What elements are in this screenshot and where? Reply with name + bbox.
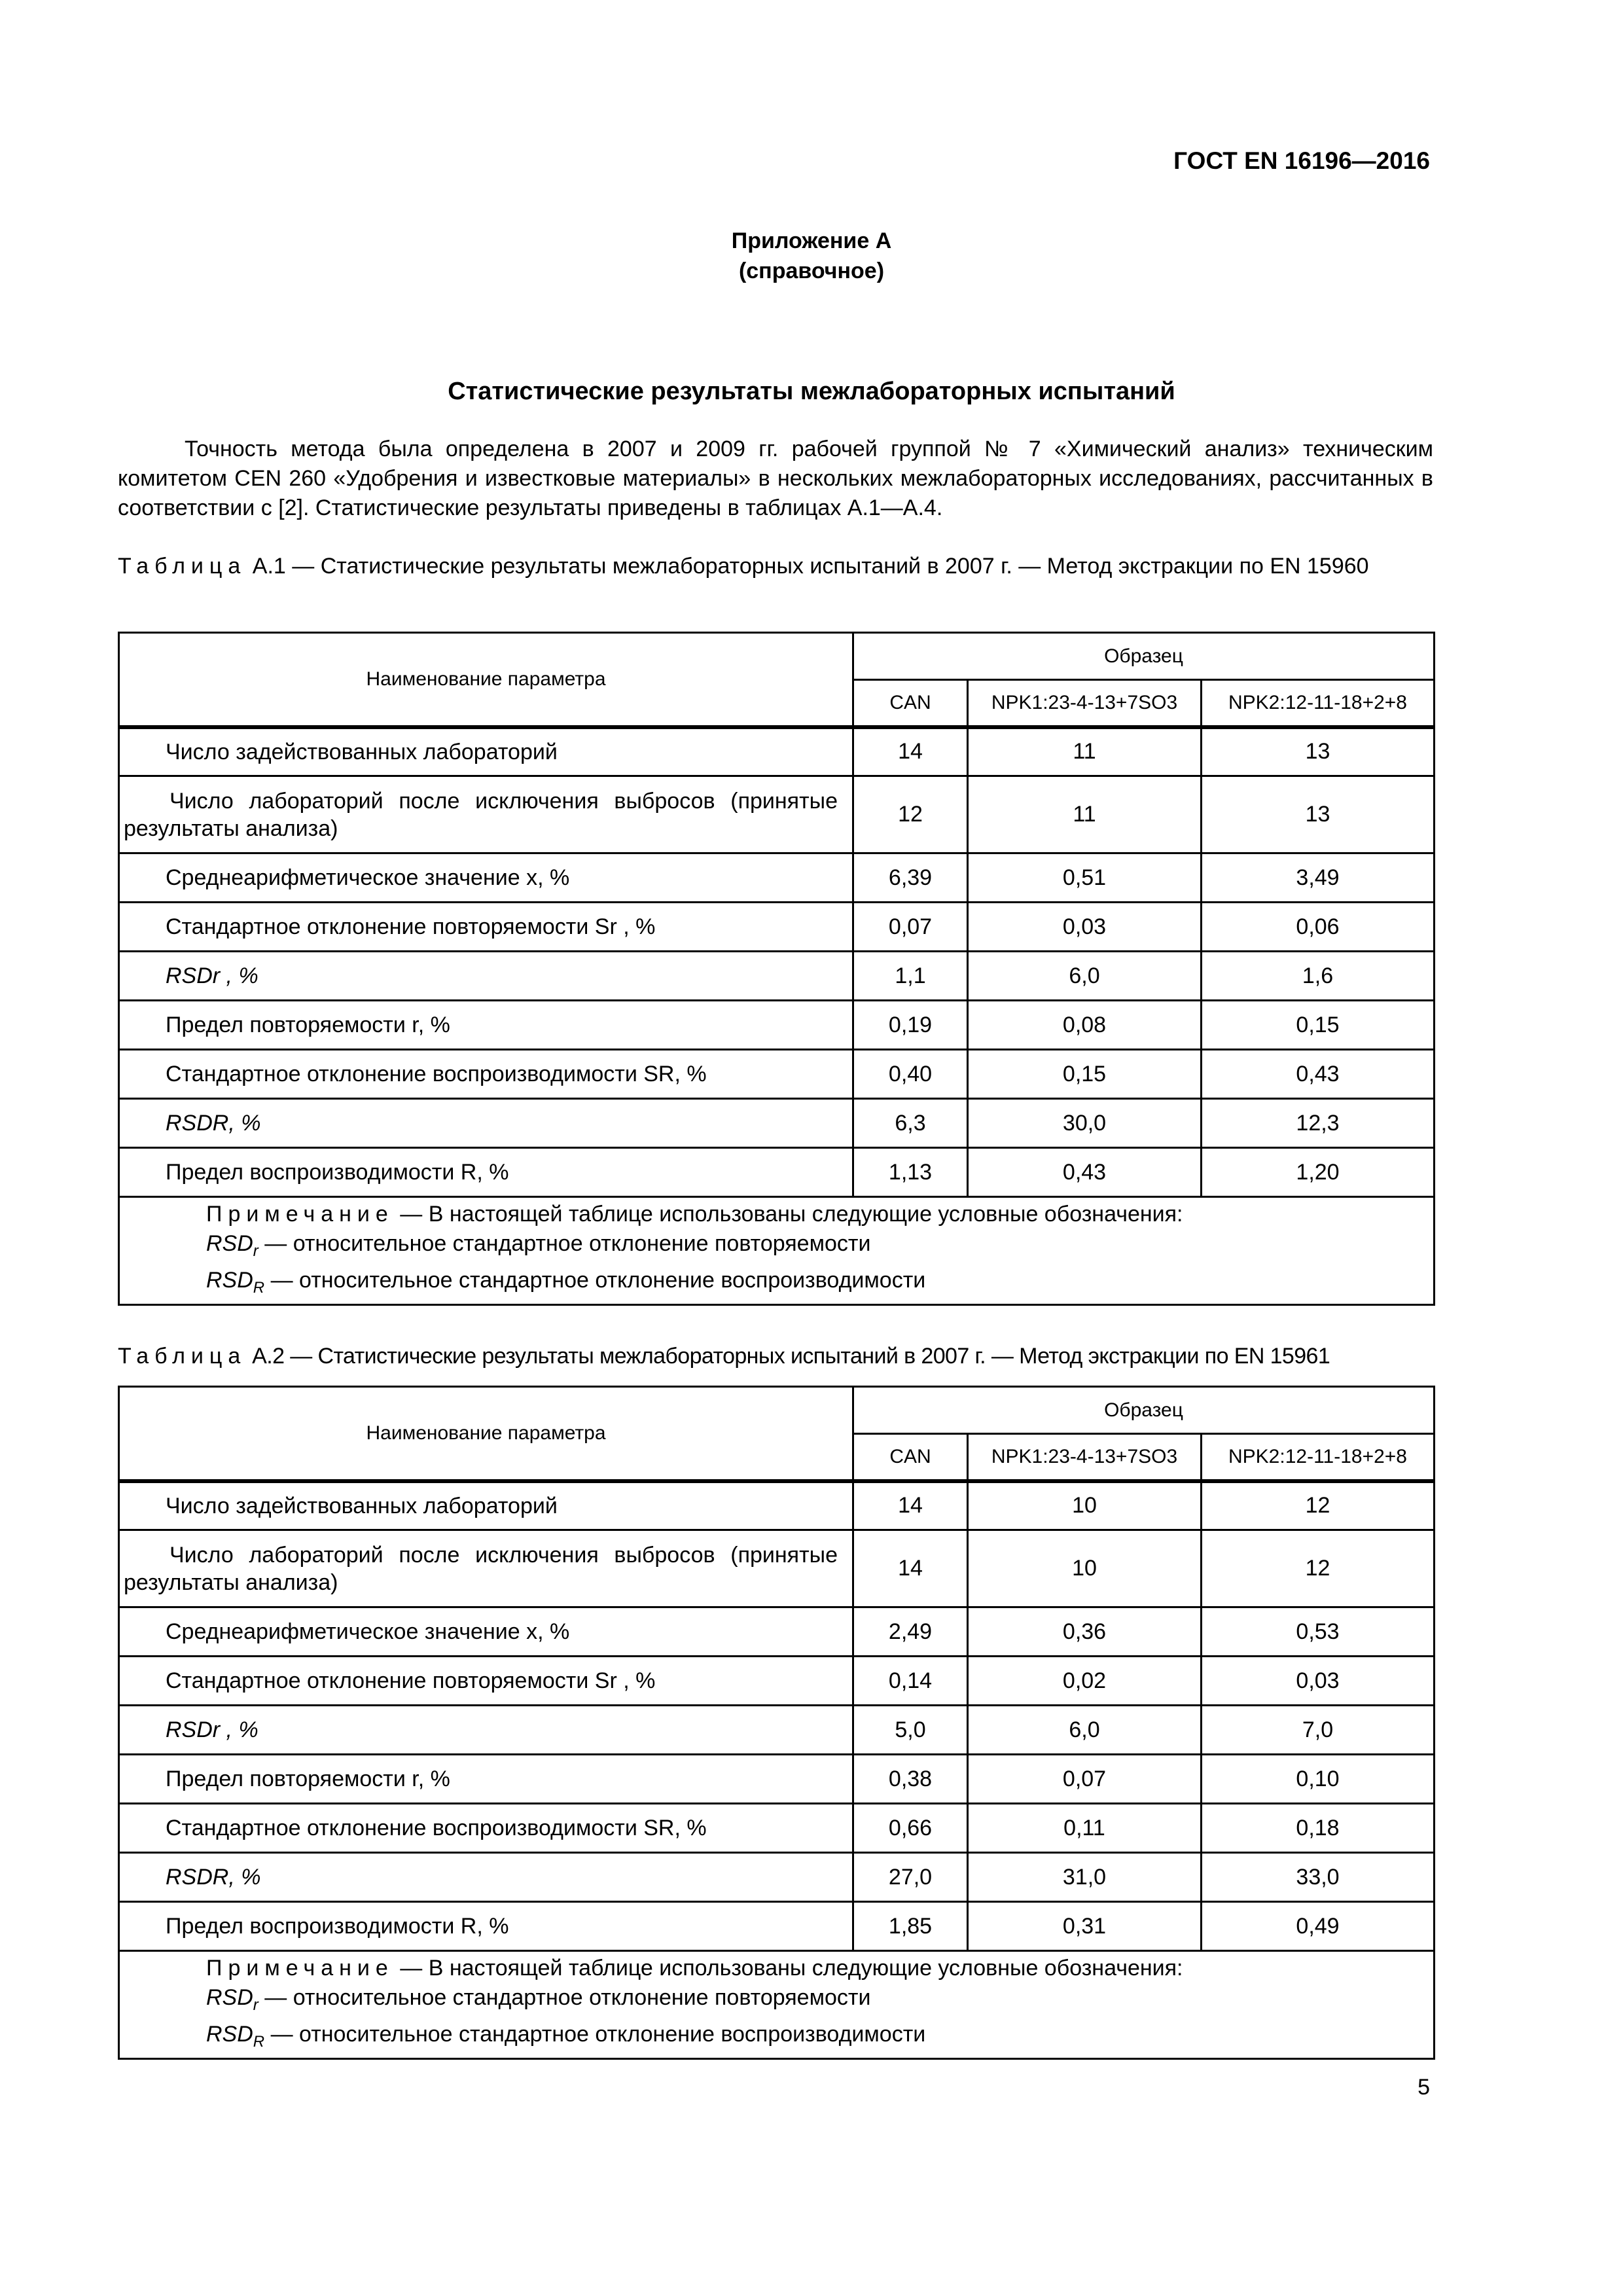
note-rsd-R: — относительное стандартное отклонение воспроизводимости [270,2021,926,2047]
cell-value: 1,1 [853,952,968,1001]
row-label: Предел повторяемости r, % [166,1013,450,1037]
page-number: 5 [1418,2075,1430,2100]
cell-value: 11 [968,727,1202,776]
row-label: RSDr , % [166,1717,259,1742]
table-row [119,1755,1435,1804]
cell-value: 0,66 [853,1804,968,1853]
table-row [119,1530,1435,1607]
cell-value: 10 [968,1530,1202,1607]
appendix-subtitle: (справочное) [738,259,885,283]
cell-value: 30,0 [968,1099,1202,1148]
cell-value: 0,03 [968,903,1202,952]
row-label: Число задействованных лабораторий [166,739,558,764]
cell-value: 6,0 [968,1706,1202,1755]
cell-value: 0,38 [853,1755,968,1804]
table-note-row [119,1951,1435,2059]
cell-value: 1,20 [1202,1148,1435,1197]
table-number: А.1 [252,554,286,579]
table-note: Примечание — В настоящей таблице использованы следующие условные обозначения: $RSD_r$ — относительное стандартное отклонение повторяемости $RSD_R$ — относительное стандартное отклонение воспроизводимости [206,1955,1183,2051]
table-caption-a1 [118,552,1433,581]
document-code: ГОСТ EN 16196—2016 [1173,147,1430,174]
row-label: Стандартное отклонение повторяемости Sr , % [166,1668,656,1693]
note-word: Примечание [206,1955,394,1981]
cell-value: 14 [853,727,968,776]
cell-value: 11 [968,776,1202,853]
sample-header: Образец [853,1387,1435,1434]
table-caption-text: — Статистические результаты межлабораторных испытаний в 2007 г. — Метод экстракции по EN 15960 [292,554,1369,579]
column-header: NPK2:12-11-18+2+8 [1202,1434,1435,1481]
note-text: — В настоящей таблице использованы следующие условные обозначения: [400,1201,1183,1227]
cell-value: 12,3 [1202,1099,1435,1148]
cell-value: 0,11 [968,1804,1202,1853]
row-label: RSDr , % [166,963,259,988]
table-row [119,1607,1435,1657]
appendix-heading [0,226,1623,286]
cell-value: 6,0 [968,952,1202,1001]
param-header: Наименование параметра [119,1387,853,1481]
row-label: Число лабораторий после исключения выбросов (принятые результаты анализа) [124,788,838,841]
intro-text: Точность метода была определена в 2007 и 2009 гг. рабочей группой № 7 «Химический анализ» техническим комитетом CEN 260 «Удобрения и известковые материалы» в нескольких межлабораторных исследованиях, рассчитанных в соответствии с [2]. Статистические результаты приведены в таблицах А.1—А.4. [118,437,1433,520]
cell-value: 0,31 [968,1902,1202,1951]
note-word: Примечание [206,1201,394,1227]
cell-value: 0,06 [1202,903,1435,952]
row-label: Число лабораторий после исключения выбросов (принятые результаты анализа) [124,1542,838,1595]
table-row [119,1902,1435,1951]
row-label: Стандартное отклонение повторяемости Sr , % [166,914,656,939]
cell-value: 1,6 [1202,952,1435,1001]
cell-value: 0,43 [968,1148,1202,1197]
table-note-row [119,1197,1435,1305]
row-label: Число задействованных лабораторий [166,1493,558,1518]
cell-value: 12 [1202,1530,1435,1607]
cell-value: 6,39 [853,853,968,903]
cell-value: 0,19 [853,1001,968,1050]
table-row [119,952,1435,1001]
row-label: RSDR, % [166,1111,261,1136]
cell-value: 3,49 [1202,853,1435,903]
table-note: Примечание — В настоящей таблице использованы следующие условные обозначения: $RSD_r$ — относительное стандартное отклонение повторяемости $RSD_R$ — относительное стандартное отклонение воспроизводимости [206,1201,1183,1297]
table-a2 [118,1386,1435,2060]
cell-value: 0,03 [1202,1657,1435,1706]
cell-value: 0,14 [853,1657,968,1706]
cell-value: 7,0 [1202,1706,1435,1755]
cell-value: 0,18 [1202,1804,1435,1853]
table-row [119,1804,1435,1853]
table-row [119,1853,1435,1902]
table-number: А.2 [252,1344,285,1369]
row-label: Среднеарифметическое значение x, % [166,865,570,890]
column-header: NPK1:23-4-13+7SO3 [968,1434,1202,1481]
table-row [119,727,1435,776]
column-header: NPK2:12-11-18+2+8 [1202,680,1435,727]
table-word: Таблица [118,1344,247,1369]
cell-value: 13 [1202,776,1435,853]
cell-value: 13 [1202,727,1435,776]
row-label: Предел воспроизводимости R, % [166,1914,509,1939]
cell-value: 5,0 [853,1706,968,1755]
column-header: CAN [853,680,968,727]
row-label: Стандартное отклонение воспроизводимости SR, % [166,1816,707,1840]
table-row [119,1001,1435,1050]
cell-value: 1,85 [853,1902,968,1951]
section-title: Статистические результаты межлабораторных испытаний [448,378,1175,405]
cell-value: 27,0 [853,1853,968,1902]
cell-value: 0,08 [968,1001,1202,1050]
table-caption-text: — Статистические результаты межлабораторных испытаний в 2007 г. — Метод экстракции по EN 15961 [290,1344,1330,1369]
note-rsd-R: — относительное стандартное отклонение воспроизводимости [270,1267,926,1293]
table-row [119,1148,1435,1197]
cell-value: 14 [853,1530,968,1607]
cell-value: 0,53 [1202,1607,1435,1657]
table-row [119,1657,1435,1706]
cell-value: 1,13 [853,1148,968,1197]
row-label: Среднеарифметическое значение x, % [166,1619,570,1644]
cell-value: 10 [968,1481,1202,1530]
row-label: Предел повторяемости r, % [166,1767,450,1791]
cell-value: 0,02 [968,1657,1202,1706]
note-rsd-r: — относительное стандартное отклонение повторяемости [264,1230,871,1256]
cell-value: 0,43 [1202,1050,1435,1099]
column-header: CAN [853,1434,968,1481]
table-row [119,1706,1435,1755]
intro-paragraph [118,435,1433,523]
table-row [119,776,1435,853]
cell-value: 31,0 [968,1853,1202,1902]
appendix-title: Приложение А [731,228,892,253]
cell-value: 0,10 [1202,1755,1435,1804]
cell-value: 33,0 [1202,1853,1435,1902]
table-row [119,1481,1435,1530]
table-row [119,1099,1435,1148]
cell-value: 12 [853,776,968,853]
sample-header: Образец [853,633,1435,680]
note-text: — В настоящей таблице использованы следующие условные обозначения: [400,1955,1183,1981]
cell-value: 14 [853,1481,968,1530]
cell-value: 0,40 [853,1050,968,1099]
cell-value: 0,07 [968,1755,1202,1804]
note-rsd-r: — относительное стандартное отклонение повторяемости [264,1984,871,2010]
table-row [119,853,1435,903]
cell-value: 0,36 [968,1607,1202,1657]
row-label: RSDR, % [166,1865,261,1890]
cell-value: 0,07 [853,903,968,952]
cell-value: 0,15 [968,1050,1202,1099]
cell-value: 0,49 [1202,1902,1435,1951]
cell-value: 0,51 [968,853,1202,903]
cell-value: 0,15 [1202,1001,1435,1050]
column-header: NPK1:23-4-13+7SO3 [968,680,1202,727]
table-word: Таблица [118,554,247,579]
table-a1 [118,632,1435,1306]
row-label: Предел воспроизводимости R, % [166,1160,509,1185]
row-label: Стандартное отклонение воспроизводимости SR, % [166,1062,707,1086]
cell-value: 12 [1202,1481,1435,1530]
cell-value: 2,49 [853,1607,968,1657]
table-row [119,903,1435,952]
table-row [119,1050,1435,1099]
cell-value: 6,3 [853,1099,968,1148]
table-caption-a2 [118,1342,1433,1371]
param-header: Наименование параметра [119,633,853,727]
